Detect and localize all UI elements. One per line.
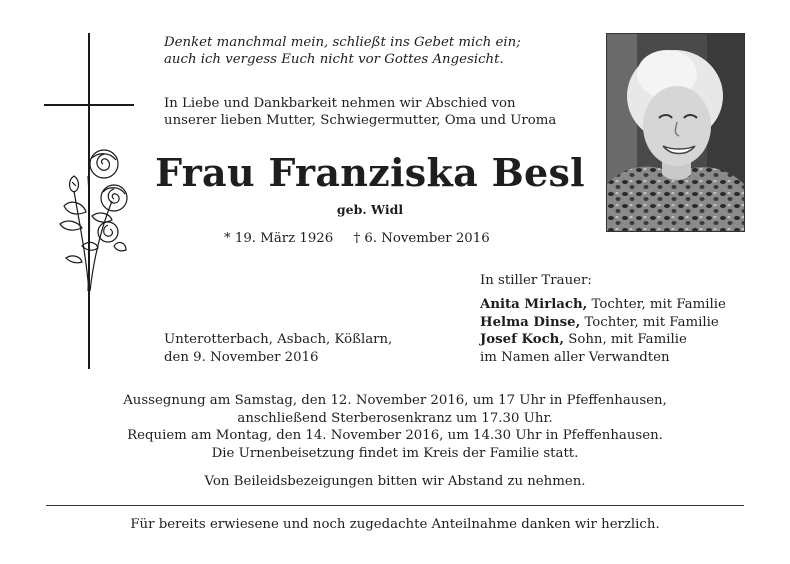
mourner-relation: Tochter, mit Familie (591, 297, 726, 312)
life-dates (224, 231, 490, 246)
mourner-relation: Tochter, mit Familie (584, 314, 719, 330)
intro-line: In Liebe und Dankbarkeit nehmen wir Abschied von (164, 96, 516, 111)
portrait-photo (606, 33, 745, 232)
condolences-note: Von Beileidsbezeigungen bitten wir Abstand zu nehmen. (204, 474, 586, 489)
divider (46, 505, 744, 506)
mourner-row (480, 331, 726, 349)
deceased-name: Frau Franziska Besl (155, 150, 585, 195)
mourning-title: In stiller Trauer: (480, 273, 592, 288)
mourners-closing: im Namen aller Verwandten (480, 349, 670, 365)
service-line: Requiem am Montag, den 14. November 2016, um 14.30 Uhr in Pfeffenhausen. (127, 428, 663, 443)
thanks-note: Für bereits erwiesene und noch zugedachte Anteilnahme danken wir herzlich. (130, 517, 660, 532)
quote-line: Denket manchmal mein, schließt ins Gebet mich ein; (164, 35, 521, 50)
quote-line: auch ich vergess Euch nicht vor Gottes Angesicht. (164, 52, 504, 67)
service-info (0, 392, 790, 462)
service-line: Die Urnenbeisetzung findet im Kreis der Familie statt. (211, 445, 579, 461)
mourner-name: Josef Koch, (480, 332, 564, 347)
service-line: anschließend Sterberosenkranz um 17.30 Uhr. (237, 410, 553, 426)
place: Unterotterbach, Asbach, Kößlarn, (164, 332, 393, 347)
farewell-intro (164, 95, 556, 129)
mourner-row (480, 314, 726, 332)
memorial-quote (164, 34, 521, 68)
mourner-relation: Sohn, mit Familie (568, 332, 687, 347)
place-date (164, 331, 392, 366)
mourner-row (480, 296, 726, 314)
mourner-name: Anita Mirlach, (480, 297, 588, 312)
mourner-name: Helma Dinse, (480, 314, 581, 330)
death-date: † 6. November 2016 (353, 231, 490, 246)
service-line: Aussegnung am Samstag, den 12. November 2016, um 17 Uhr in Pfeffenhausen, (123, 393, 667, 408)
notice-date: den 9. November 2016 (164, 349, 319, 365)
mourners-list (480, 296, 726, 366)
birth-date: * 19. März 1926 (224, 231, 334, 246)
intro-line: unserer lieben Mutter, Schwiegermutter, Oma und Uroma (164, 113, 557, 128)
birth-name: geb. Widl (336, 202, 404, 217)
